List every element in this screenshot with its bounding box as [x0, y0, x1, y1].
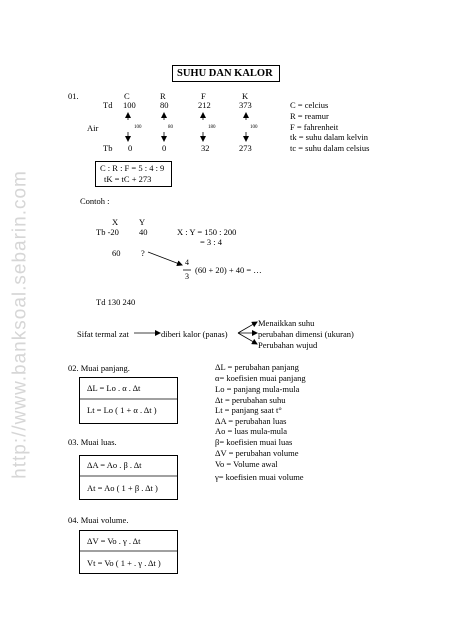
outcome-1: Menaikkan suhu	[258, 318, 315, 328]
formula-02-1: ΔL = Lo . α . Δt	[87, 383, 141, 393]
contoh-formula: (60 + 20) + 40 = …	[195, 265, 262, 275]
td-f: 212	[198, 100, 211, 110]
fraction-numerator: 4	[185, 258, 189, 267]
formula-04-1: ΔV = Vo . γ . Δt	[87, 536, 141, 546]
def-03-6: γ= koefisien muai volume	[215, 472, 304, 482]
tb-c: 0	[128, 143, 133, 153]
td-k: 373	[239, 100, 252, 110]
def-03-2: Ao = luas mula-mula	[215, 426, 288, 436]
contoh-td: Td 130 240	[96, 297, 136, 307]
contoh-tb-y: 40	[139, 227, 148, 237]
tb-label: Tb	[103, 143, 113, 153]
header-f: F	[201, 91, 206, 101]
def-02-5: Lt = panjang saat t°	[215, 405, 282, 415]
td-r: 80	[160, 100, 169, 110]
range-r: 80	[168, 125, 173, 130]
legend-f: F = fahrenheit	[290, 122, 339, 132]
kelvin-formula: tK = tC + 273	[104, 174, 152, 184]
contoh-y: Y	[139, 217, 146, 227]
air-label: Air	[87, 123, 99, 133]
contoh-x: X	[112, 217, 119, 227]
arrow-contoh	[148, 252, 182, 265]
def-02-3: Lo = panjang mula-mula	[215, 384, 300, 394]
contoh-ratio-2: = 3 : 4	[200, 237, 223, 247]
def-03-1: ΔA = perubahan luas	[215, 416, 287, 426]
outcome-2: perubahan dimensi (ukuran)	[258, 329, 354, 339]
def-02-1: ΔL = perubahan panjang	[215, 362, 299, 372]
def-02-4: Δt = perubahan suhu	[215, 395, 286, 405]
contoh-value-60: 60	[112, 248, 121, 258]
watermark-text: http://www.banksoal.sebarin.com	[9, 170, 31, 479]
formula-03-1: ΔA = Ao . β . Δt	[87, 460, 142, 470]
sifat-mid: diberi kalor (panas)	[161, 329, 228, 339]
formula-03-2: At = Ao ( 1 + β . Δt )	[87, 483, 158, 493]
legend-r: R = reamur	[290, 111, 329, 121]
section-02-heading: 02. Muai panjang.	[68, 363, 130, 373]
outcome-3: Perubahan wujud	[258, 340, 318, 350]
section-04-heading: 04. Muai volume.	[68, 515, 129, 525]
tb-r: 0	[162, 143, 167, 153]
range-f: 180	[208, 125, 216, 130]
arrow-outcome-1	[238, 322, 257, 333]
section-01-number: 01.	[68, 91, 79, 101]
td-label: Td	[103, 100, 113, 110]
contoh-ratio-1: X : Y = 150 : 200	[177, 227, 237, 237]
contoh-label: Contoh :	[80, 196, 110, 206]
fraction-denominator: 3	[185, 272, 189, 281]
header-k: K	[242, 91, 249, 101]
tb-k: 273	[239, 143, 252, 153]
header-r: R	[160, 91, 166, 101]
sifat-label: Sifat termal zat	[77, 329, 129, 339]
contoh-unknown: ?	[141, 248, 145, 258]
td-c: 100	[123, 100, 136, 110]
contoh-tb: Tb -20	[96, 227, 119, 237]
range-k: 100	[250, 125, 258, 130]
def-03-4: ΔV = perubahan volume	[215, 448, 299, 458]
formula-02-2: Lt = Lo ( 1 + α . Δt )	[87, 405, 157, 415]
ratio-line: C : R : F = 5 : 4 : 9	[100, 163, 165, 173]
def-02-2: α= koefisien muai panjang	[215, 373, 306, 383]
legend-tc: tc = suhu dalam celsius	[290, 143, 370, 153]
header-c: C	[124, 91, 130, 101]
page-title: SUHU DAN KALOR	[177, 68, 273, 79]
tb-f: 32	[201, 143, 210, 153]
legend-tk: tk = suhu dalam kelvin	[290, 132, 368, 142]
arrow-outcome-3	[238, 333, 257, 344]
legend-c: C = celcius	[290, 100, 329, 110]
def-03-3: β= koefisien muai luas	[215, 437, 293, 447]
range-c: 100	[134, 125, 142, 130]
section-03-heading: 03. Muai luas.	[68, 437, 117, 447]
def-03-5: Vo = Volume awal	[215, 459, 278, 469]
formula-04-2: Vt = Vo ( 1 + . γ . Δt )	[87, 558, 161, 568]
